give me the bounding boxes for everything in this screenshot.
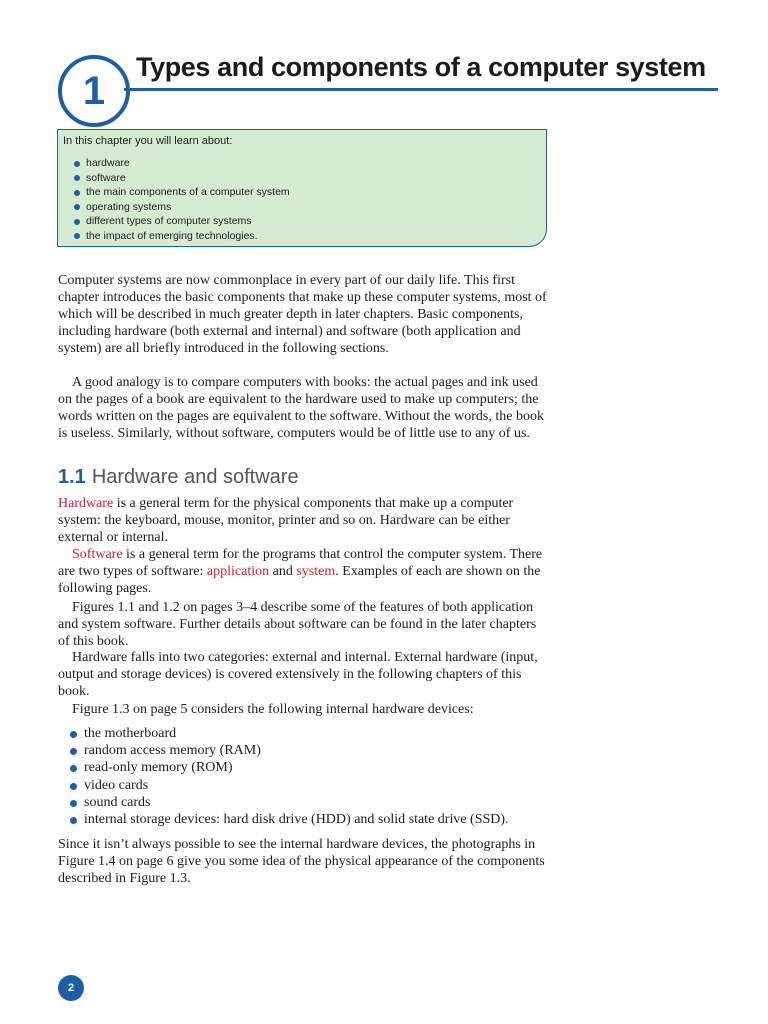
objective-text: operating systems: [86, 200, 172, 213]
bullet-icon: [70, 800, 77, 807]
objective-text: the impact of emerging technologies.: [86, 229, 258, 242]
chapter-title: Types and components of a computer system: [136, 52, 706, 82]
page-number: 2: [67, 982, 75, 994]
device-text: sound cards: [84, 794, 151, 810]
objective-text: software: [86, 171, 126, 184]
device-text: internal storage devices: hard disk drive (HDD) and solid state drive (SSD).: [84, 812, 509, 828]
device-item: [70, 794, 509, 811]
software-definition-paragraph: [58, 546, 548, 597]
device-text: read-only memory (ROM): [84, 760, 233, 776]
device-item: [70, 742, 509, 759]
bullet-icon: [70, 765, 77, 772]
section-title: Hardware and software: [91, 466, 299, 488]
analogy-paragraph: A good analogy is to compare computers with books: the actual pages and ink used on the pages of a book are equivalent to the hardware used to make up computers; the words written on the pages are equivalent to the software. Without the words, the book is useless. Similarly, without software, computers would be of little use to any of us.: [58, 375, 544, 441]
objective-item: [74, 229, 290, 244]
figures-paragraph: Figures 1.1 and 1.2 on pages 3–4 describe some of the features of both application and system software. Further details about software can be found in the later chapters of this book.: [58, 600, 537, 649]
internal-devices-intro: Figure 1.3 on page 5 considers the following internal hardware devices:: [72, 702, 474, 717]
chapter-title-rule: [124, 88, 718, 91]
bullet-icon: [74, 204, 80, 210]
device-item: [70, 725, 509, 742]
bullet-icon: [74, 161, 80, 167]
paragraph-text: is a general term for the physical components that make up a computer system: the keyboard, mouse, monitor, printer and so on. Hardware can be either external or internal.: [58, 496, 514, 545]
bullet-icon: [74, 233, 80, 239]
internal-devices-list: [70, 725, 509, 828]
device-text: video cards: [84, 777, 149, 793]
device-item: [70, 811, 509, 828]
bullet-icon: [70, 817, 77, 824]
paragraph-text: is a general term for the programs that control the computer system. There are two types of software:: [58, 547, 543, 579]
objective-item: [74, 171, 290, 186]
key-term-application: application: [206, 564, 270, 579]
section-number: 1.1: [58, 466, 86, 488]
chapter-number: 1: [82, 69, 106, 113]
key-term-hardware: Hardware: [58, 496, 114, 511]
device-text: the motherboard: [84, 726, 177, 741]
objectives-intro: In this chapter you will learn about:: [63, 135, 233, 147]
objective-item: [74, 200, 290, 215]
intro-paragraph: Computer systems are now commonplace in every part of our daily life. This first chapter introduces the basic components that make up these computer systems, most of which will be described in much greater depth in later chapters. Basic components, including hardware (both external and internal) and software (both application and system) are all briefly introduced in the following sections.: [58, 273, 547, 356]
chapter-number-badge: [58, 55, 130, 127]
chapter-header: [0, 0, 768, 130]
bullet-icon: [70, 748, 77, 755]
bullet-icon: [74, 175, 80, 181]
page-number-badge: [58, 975, 84, 1001]
key-term-system: system: [296, 564, 336, 579]
paragraph-text: . Examples of each are shown on the following pages.: [58, 564, 541, 596]
key-term-software: Software: [72, 547, 123, 562]
section-heading: [58, 466, 299, 489]
objectives-list: [74, 156, 290, 244]
bullet-icon: [70, 731, 77, 738]
objective-item: [74, 156, 290, 171]
device-item: [70, 777, 509, 794]
device-item: [70, 759, 509, 776]
objective-item: [74, 214, 290, 229]
bullet-icon: [74, 190, 80, 196]
bullet-icon: [70, 783, 77, 790]
objective-item: [74, 185, 290, 200]
bullet-icon: [74, 219, 80, 225]
objective-text: different types of computer systems: [86, 215, 252, 228]
paragraph-text: and: [269, 564, 297, 579]
objective-text: hardware: [86, 157, 130, 169]
hardware-categories-paragraph: Hardware falls into two categories: external and internal. External hardware (input, output and storage devices) is covered extensively in the following chapters of this book.: [58, 650, 538, 699]
photographs-paragraph: Since it isn’t always possible to see the internal hardware devices, the photographs in Figure 1.4 on page 6 give you some idea of the physical appearance of the components described in Figure 1.3.: [58, 837, 545, 886]
hardware-definition-paragraph: [58, 495, 548, 546]
objective-text: the main components of a computer system: [86, 186, 290, 199]
device-text: random access memory (RAM): [84, 743, 261, 759]
